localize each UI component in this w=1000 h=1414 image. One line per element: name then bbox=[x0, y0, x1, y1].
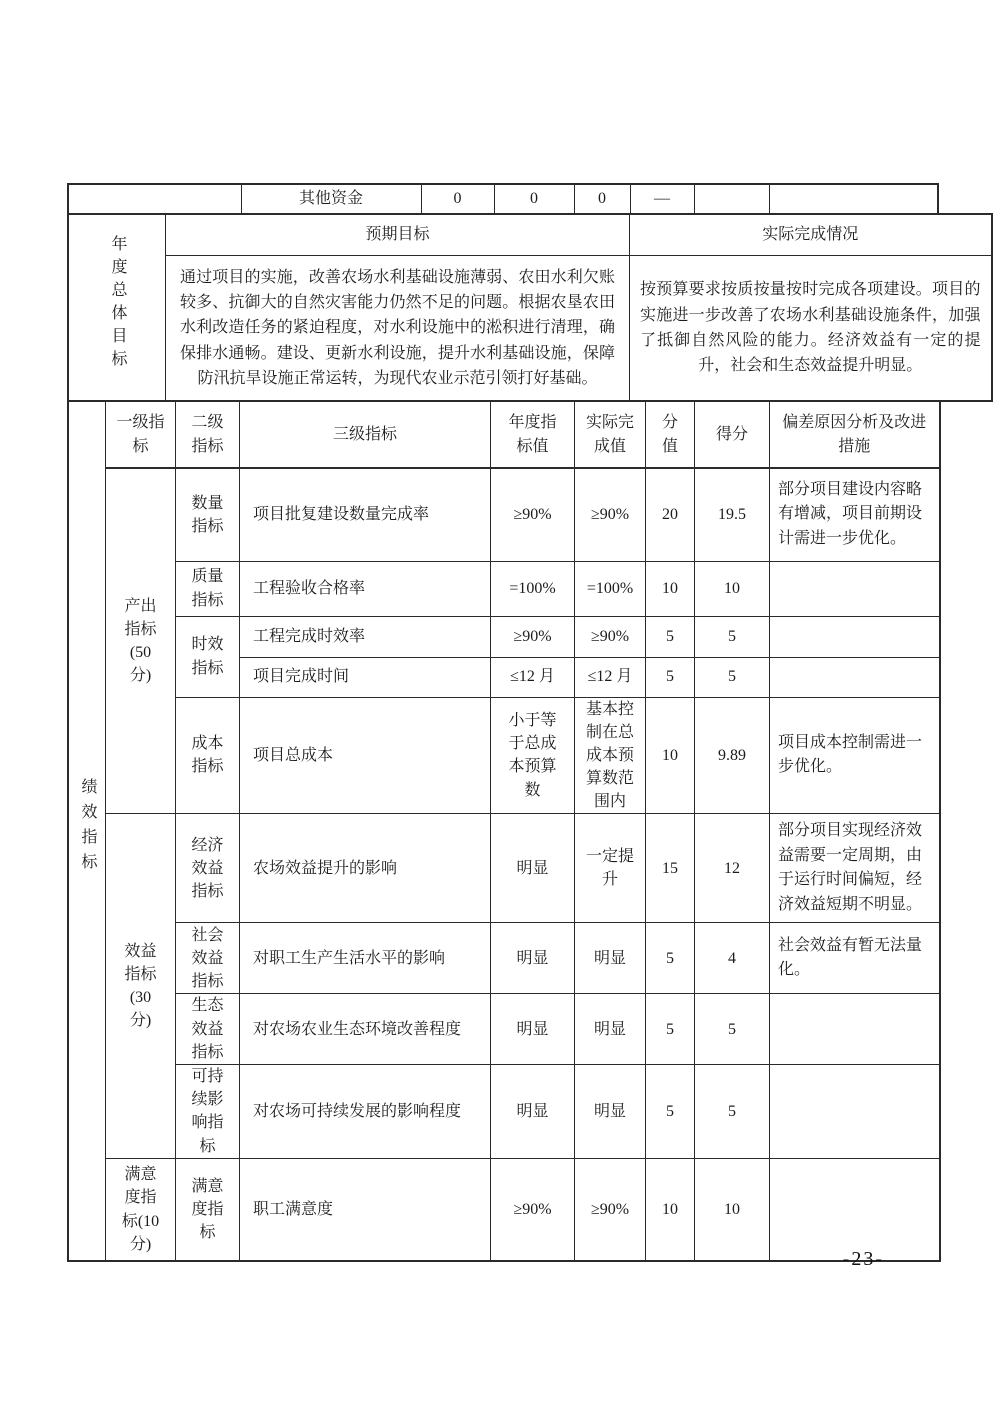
cell-l2: 社会效益指标 bbox=[176, 923, 240, 994]
funding-value-2: 0 bbox=[494, 184, 574, 214]
cell-gotscore: 10 bbox=[695, 561, 770, 616]
actual-completion-text: 按预算要求按质按量按时完成各项建设。项目的实施进一步改善了农场水利基础设施条件，加强了抵御自然风险的能力。经济效益有一定的提升，社会和生态效益提升明显。 bbox=[630, 256, 992, 402]
cell-target: =100% bbox=[491, 561, 575, 616]
cell-deviation: 项目成本控制需进一步优化。 bbox=[770, 697, 940, 814]
cell-indicator: 职工满意度 bbox=[240, 1158, 491, 1261]
cell-indicator: 项目批复建设数量完成率 bbox=[240, 468, 491, 561]
cell-deviation: 部分项目实现经济效益需要一定周期，由于运行时间偏短，经济效益短期不明显。 bbox=[770, 814, 940, 923]
cell-indicator: 项目完成时间 bbox=[240, 657, 491, 697]
cell-target: 明显 bbox=[491, 923, 575, 994]
table-row-quality bbox=[68, 561, 940, 616]
level1-benefit: 效益指标(30分) bbox=[106, 814, 176, 1158]
cell-deviation bbox=[770, 994, 940, 1065]
annual-goal-body-row bbox=[68, 256, 992, 402]
cell-actual: 明显 bbox=[575, 1065, 646, 1159]
cell-score: 5 bbox=[646, 994, 695, 1065]
performance-header-row bbox=[68, 401, 940, 468]
cell-actual: 明显 bbox=[575, 923, 646, 994]
cell-score: 15 bbox=[646, 814, 695, 923]
performance-side-label-text: 绩效指标 bbox=[79, 777, 96, 878]
cell-score: 10 bbox=[646, 1158, 695, 1261]
funding-dash: — bbox=[630, 184, 694, 214]
funding-blank-left bbox=[68, 184, 241, 214]
cell-score: 20 bbox=[646, 468, 695, 561]
cell-score: 5 bbox=[646, 657, 695, 697]
cell-l2: 经济效益指标 bbox=[176, 814, 240, 923]
cell-score: 5 bbox=[646, 1065, 695, 1159]
header-got-score: 得分 bbox=[695, 401, 770, 468]
annual-goal-header-row bbox=[68, 214, 992, 256]
cell-gotscore: 9.89 bbox=[695, 697, 770, 814]
cell-score: 5 bbox=[646, 616, 695, 657]
cell-l2: 质量指标 bbox=[176, 561, 240, 616]
cell-gotscore: 19.5 bbox=[695, 468, 770, 561]
cell-gotscore: 5 bbox=[695, 994, 770, 1065]
cell-deviation bbox=[770, 1065, 940, 1159]
table-row-ecological bbox=[68, 994, 940, 1065]
cell-score: 5 bbox=[646, 923, 695, 994]
header-score: 分值 bbox=[646, 401, 695, 468]
cell-target: ≥90% bbox=[491, 616, 575, 657]
annual-goal-table bbox=[67, 213, 993, 402]
cell-indicator: 项目总成本 bbox=[240, 697, 491, 814]
table-row-social bbox=[68, 923, 940, 994]
cell-deviation: 社会效益有暂无法量化。 bbox=[770, 923, 940, 994]
cell-actual: 一定提升 bbox=[575, 814, 646, 923]
header-actual-value: 实际完成值 bbox=[575, 401, 646, 468]
cell-gotscore: 10 bbox=[695, 1158, 770, 1261]
cell-target: ≤12 月 bbox=[491, 657, 575, 697]
cell-l2: 时效指标 bbox=[176, 616, 240, 697]
annual-goal-side-label-text: 年度总体目标 bbox=[109, 234, 126, 373]
annual-goal-side-label bbox=[68, 214, 166, 401]
cell-l2: 可持续影响指标 bbox=[176, 1065, 240, 1159]
cell-target: 小于等于总成本预算数 bbox=[491, 697, 575, 814]
cell-target: ≥90% bbox=[491, 468, 575, 561]
cell-deviation: 部分项目建设内容略有增减，项目前期设计需进一步优化。 bbox=[770, 468, 940, 561]
table-row-timeliness-1 bbox=[68, 616, 940, 657]
cell-actual: ≥90% bbox=[575, 616, 646, 657]
funding-table bbox=[67, 183, 939, 215]
funding-blank-a bbox=[694, 184, 769, 214]
header-level3: 三级指标 bbox=[240, 401, 491, 468]
cell-indicator: 对职工生产生活水平的影响 bbox=[240, 923, 491, 994]
cell-target: 明显 bbox=[491, 1065, 575, 1159]
cell-l2: 数量指标 bbox=[176, 468, 240, 561]
cell-gotscore: 5 bbox=[695, 657, 770, 697]
cell-actual: ≥90% bbox=[575, 468, 646, 561]
table-row-quantity bbox=[68, 468, 940, 561]
cell-target: 明显 bbox=[491, 814, 575, 923]
cell-indicator: 对农场可持续发展的影响程度 bbox=[240, 1065, 491, 1159]
cell-indicator: 工程完成时效率 bbox=[240, 616, 491, 657]
cell-actual: 基本控制在总成本预算数范围内 bbox=[575, 697, 646, 814]
cell-l2: 满意度指标 bbox=[176, 1158, 240, 1261]
page-number: -23- bbox=[842, 1248, 884, 1270]
cell-indicator: 工程验收合格率 bbox=[240, 561, 491, 616]
header-level1: 一级指标 bbox=[106, 401, 176, 468]
funding-value-3: 0 bbox=[574, 184, 630, 214]
expected-goal-header: 预期目标 bbox=[166, 214, 630, 256]
cell-deviation bbox=[770, 657, 940, 697]
cell-deviation bbox=[770, 561, 940, 616]
table-row-sustainable bbox=[68, 1065, 940, 1159]
table-row-economic bbox=[68, 814, 940, 923]
cell-indicator: 农场效益提升的影响 bbox=[240, 814, 491, 923]
cell-actual: ≤12 月 bbox=[575, 657, 646, 697]
cell-actual: =100% bbox=[575, 561, 646, 616]
table-row-cost bbox=[68, 697, 940, 814]
level1-satisfaction: 满意度指标(10分) bbox=[106, 1158, 176, 1261]
funding-blank-b bbox=[769, 184, 938, 214]
performance-table bbox=[67, 400, 941, 1262]
cell-gotscore: 4 bbox=[695, 923, 770, 994]
cell-gotscore: 12 bbox=[695, 814, 770, 923]
cell-gotscore: 5 bbox=[695, 1065, 770, 1159]
funding-row-label: 其他资金 bbox=[241, 184, 421, 214]
cell-indicator: 对农场农业生态环境改善程度 bbox=[240, 994, 491, 1065]
funding-row bbox=[68, 184, 938, 214]
cell-l2: 成本指标 bbox=[176, 697, 240, 814]
cell-target: ≥90% bbox=[491, 1158, 575, 1261]
funding-value-1: 0 bbox=[421, 184, 494, 214]
cell-actual: 明显 bbox=[575, 994, 646, 1065]
cell-deviation bbox=[770, 616, 940, 657]
performance-side-label bbox=[68, 401, 106, 1261]
level1-output: 产出指标(50分) bbox=[106, 468, 176, 814]
cell-score: 10 bbox=[646, 697, 695, 814]
cell-score: 10 bbox=[646, 561, 695, 616]
cell-l2: 生态效益指标 bbox=[176, 994, 240, 1065]
actual-completion-header: 实际完成情况 bbox=[630, 214, 992, 256]
cell-actual: ≥90% bbox=[575, 1158, 646, 1261]
cell-target: 明显 bbox=[491, 994, 575, 1065]
header-deviation: 偏差原因分析及改进措施 bbox=[770, 401, 940, 468]
header-annual-target: 年度指标值 bbox=[491, 401, 575, 468]
table-row-satisfaction bbox=[68, 1158, 940, 1261]
cell-deviation bbox=[770, 1158, 940, 1261]
cell-gotscore: 5 bbox=[695, 616, 770, 657]
header-level2: 二级指标 bbox=[176, 401, 240, 468]
expected-goal-text: 通过项目的实施，改善农场水利基础设施薄弱、农田水利欠账较多、抗御大的自然灾害能力仍然不足的问题。根据农垦农田水利改造任务的紧迫程度，对水利设施中的淞积进行清理，确保排水通畅。建设、更新水利设施，提升水利基础设施，保障防汛抗旱设施正常运转，为现代农业示范引领打好基础。 bbox=[166, 256, 630, 402]
